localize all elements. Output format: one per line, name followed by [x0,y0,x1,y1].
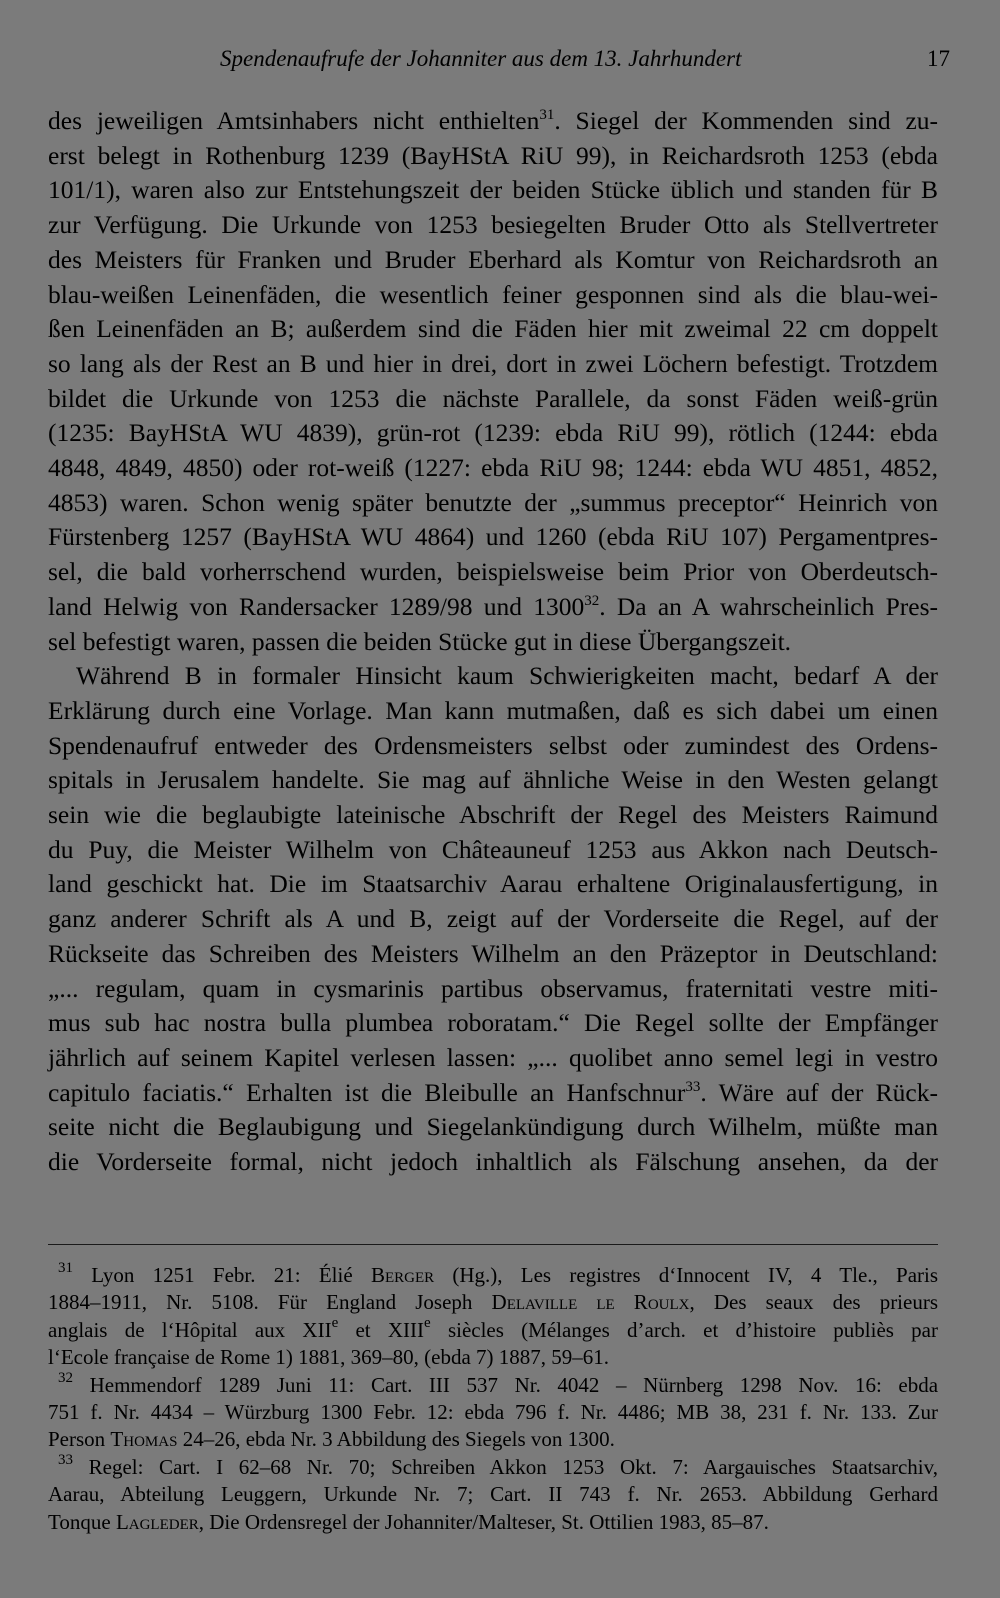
main-text [48,104,938,1180]
footnote-line: Person Thomas 24–26, ebda Nr. 3 Abbildung des Siegels von 1300. [48,1427,615,1452]
text-line: land geschickt hat. Die im Staatsarchiv Aarau erhaltene Originalausfertigung, in [48,869,938,899]
text-line: so lang als der Rest an B und hier in drei, dort in zwei Löchern befestigt. Trotzdem [48,348,938,378]
author-name: Delaville le Roulx [491,1290,690,1315]
footnote-line: anglais de l‘Hôpital aux XIIe et XIIIe siècles (Mélanges d’arch. et d’histoire publiès par [48,1314,938,1342]
running-head [48,42,950,76]
text-line: sel, die bald vorherrschend wurden, beispielsweise beim Prior von Oberdeutsch- [48,557,938,587]
text-line: Erklärung durch eine Vorlage. Man kann mutmaßen, daß es sich dabei um einen [48,695,938,725]
text-line: ganz anderer Schrift als A und B, zeigt auf der Vorderseite die Regel, auf der [48,904,938,934]
text-line: spitals in Jerusalem handelte. Sie mag auf ähnliche Weise in den Westen gelangt [48,765,938,795]
footnote-line: l‘Ecole française de Rome 1) 1881, 369–80, (ebda 7) 1887, 59–61. [48,1345,610,1370]
footnote-marker: 31 [58,1260,73,1276]
text-line: ßen Leinenfäden an B; außerdem sind die Fäden hier mit zweimal 22 cm doppelt [48,314,938,344]
text-line: 101/1), waren also zur Entstehungszeit der beiden Stücke üblich und standen für B [48,175,938,205]
footnote-line: Aarau, Abteilung Leuggern, Urkunde Nr. 7; Cart. II 743 f. Nr. 2653. Abbildung Gerhard [48,1482,938,1507]
text-line: des Meisters für Franken und Bruder Eberhard als Komtur von Reichardsroth an [48,244,938,274]
footnote-line: $^{33}$ Regel: Cart. I 62–68 Nr. 70; Schreiben Akkon 1253 Okt. 7: Aargauisches Staatsarchiv, [58,1451,938,1479]
text-line: Während B in formaler Hinsicht kaum Schwierigkeiten macht, bedarf A der [76,661,938,691]
text-line: Rückseite das Schreiben des Meisters Wilhelm an den Präzeptor in Deutschland: [48,938,938,968]
text-line: sel befestigt waren, passen die beiden Stücke gut in diese Übergangszeit. [48,626,792,656]
footnote-31 [48,1262,938,1372]
footnote-ref-32[interactable]: 32 [584,592,600,609]
text-line: die Vorderseite formal, nicht jedoch inhaltlich als Fälschung ansehen, da der [48,1147,938,1177]
text-line: bildet die Urkunde von 1253 die nächste Parallele, da sonst Fäden weiß-grün [48,383,938,413]
footnote-line: 1884–1911, Nr. 5108. Für England Joseph Delaville le Roulx, Des seaux des prieurs [48,1290,939,1315]
author-name: Lagleder [115,1509,199,1534]
page-number: 17 [927,46,950,71]
text-line: capitulo faciatis.“ Erhalten ist die Bleibulle an Hanfschnur$^{33}$. Wäre auf der Rück- [48,1077,938,1107]
author-name: Thomas [110,1427,178,1452]
text-line: land Helwig von Randersacker 1289/98 und 1300$^{32}$. Da an A wahrscheinlich Pres- [48,591,939,621]
footnote-ref-31[interactable]: 31 [539,107,555,123]
text-line: 4848, 4849, 4850) oder rot-weiß (1227: ebda RiU 98; 1244: ebda WU 4851, 4852, [48,453,938,483]
running-title: Spendenaufrufe der Johanniter aus dem 13. Jahrhundert [220,46,742,71]
text-line: blau-weißen Leinenfäden, die wesentlich feiner gesponnen sind als die blau-wei- [48,279,938,309]
text-line: Fürstenberg 1257 (BayHStA WU 4864) und 1260 (ebda RiU 107) Pergamentpres- [48,522,938,552]
paragraph-2 [48,659,938,1180]
text-line: zur Verfügung. Die Urkunde von 1253 besiegelten Bruder Otto als Stellvertreter [48,210,938,240]
text-line: sein wie die beglaubigte lateinische Abschrift der Regel des Meisters Raimund [48,800,938,830]
text-line: 4853) waren. Schon wenig später benutzte der „summus preceptor“ Heinrich von [48,487,938,517]
text-line: Spendenaufruf entweder des Ordensmeisters selbst oder zumindest des Ordens- [48,730,938,760]
paragraph-1 [48,104,938,659]
footnote-line: $^{31}$ Lyon 1251 Febr. 21: Élié Berger (Hg.), Les registres d‘Innocent IV, 4 Tle., Paris [58,1260,939,1287]
text-line: seite nicht die Beglaubigung und Siegelankündigung durch Wilhelm, müßte man [48,1112,938,1142]
text-line: jährlich auf seinem Kapitel verlesen lassen: „... quolibet anno semel legi in vestro [48,1042,938,1072]
text-line: des jeweiligen Amtsinhabers nicht enthielten$^{31}$. Siegel der Kommenden sind zu- [48,106,939,135]
footnote-divider [48,1244,938,1245]
footnote-33 [48,1451,938,1536]
footnote-line: $^{32}$ Hemmendorf 1289 Juni 11: Cart. III 537 Nr. 4042 – Nürnberg 1298 Nov. 16: ebda [58,1369,939,1397]
text-line: „... regulam, quam in cysmarinis partibus observamus, fraternitati vestre miti- [48,973,938,1003]
text-line: (1235: BayHStA WU 4839), grün-rot (1239: ebda RiU 99), rötlich (1244: ebda [48,418,938,448]
footnote-line: 751 f. Nr. 4434 – Würzburg 1300 Febr. 12: ebda 796 f. Nr. 4486; MB 38, 231 f. Nr. 133. Zur [48,1400,938,1425]
footnote-line: Tonque Lagleder, Die Ordensregel der Johanniter/Malteser, St. Ottilien 1983, 85–87. [48,1509,769,1534]
footnote-ref-33[interactable]: 33 [685,1078,701,1095]
footnotes [48,1262,938,1536]
text-line: mus sub hac nostra bulla plumbea roboratam.“ Die Regel sollte der Empfänger [48,1008,938,1038]
text-line: erst belegt in Rothenburg 1239 (BayHStA RiU 99), in Reichardsroth 1253 (ebda [48,140,938,170]
footnote-marker: 33 [58,1451,73,1468]
author-name: Berger [370,1263,435,1287]
footnote-32 [48,1369,939,1454]
text-line: du Puy, die Meister Wilhelm von Châteauneuf 1253 aus Akkon nach Deutsch- [48,834,938,864]
footnote-marker: 32 [58,1369,73,1386]
